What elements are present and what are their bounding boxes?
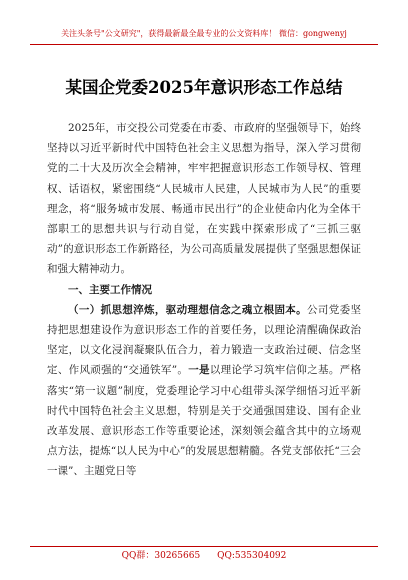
header-promo-text: 关注头条号"公文研究"，获得最新最全最专业的公文资料库！ 微信：gongwenyj — [61, 29, 347, 38]
document-content — [47, 118, 361, 482]
document-body — [47, 74, 361, 482]
section-heading-main-work: 一、主要工作情况 — [68, 283, 152, 296]
point-one-marker: 一是 — [188, 364, 210, 377]
subsection-1-paragraph — [47, 300, 361, 482]
footer-qq: QQ:535304092 — [217, 551, 287, 561]
subsection-1-text-b: 以理论学习筑牢信仰之基。严格落实“第一议题”制度，党委理论学习中心组带头深学细悟习近平新时代中国特色社会主义思想，特别是关于交通强国建设、国有企业改革发展、意识形态工作等重要论述，深刻领会蕴含其中的立场观点方法，提炼“以人民为中心”的发展思想精髓。各党支部依托“三会一课”、主题党日等 — [47, 364, 361, 478]
page-footer-banner — [30, 546, 378, 563]
document-title: 某国企党委2025年意识形态工作总结 — [65, 78, 343, 97]
footer-qq-group: QQ群：30265665 — [121, 551, 201, 561]
intro-paragraph: 2025年，市交投公司党委在市委、市政府的坚强领导下，始终坚持以习近平新时代中国特色社会主义思想为指导，深入学习贯彻党的二十大及历次全会精神，牢牢把握意识形态工作领导权、管理权、话语权，紧密围绕“人民城市人民建，人民城市为人民”的重要理念，将“服务城市发展、畅通市民出行”的企业使命内化为全体干部职工的思想共识与行动自觉，在实践中探索形成了“三抓三驱动”的意识形态工作新路径，为公司高质量发展提供了坚强思想保证和强大精神动力。 — [47, 122, 361, 276]
subsection-1-text-a: 公司党委坚持把思想建设作为意识形态工作的首要任务，以理论清醒确保政治坚定，以文化浸润凝聚队伍合力，着力锻造一支政治过硬、信念坚定、作风顽强的“交通铁军”。 — [47, 303, 362, 377]
page-header-banner — [30, 24, 378, 45]
subsection-1-lead: （一）抓思想淬炼，驱动理想信念之魂立根固本。 — [68, 303, 308, 316]
